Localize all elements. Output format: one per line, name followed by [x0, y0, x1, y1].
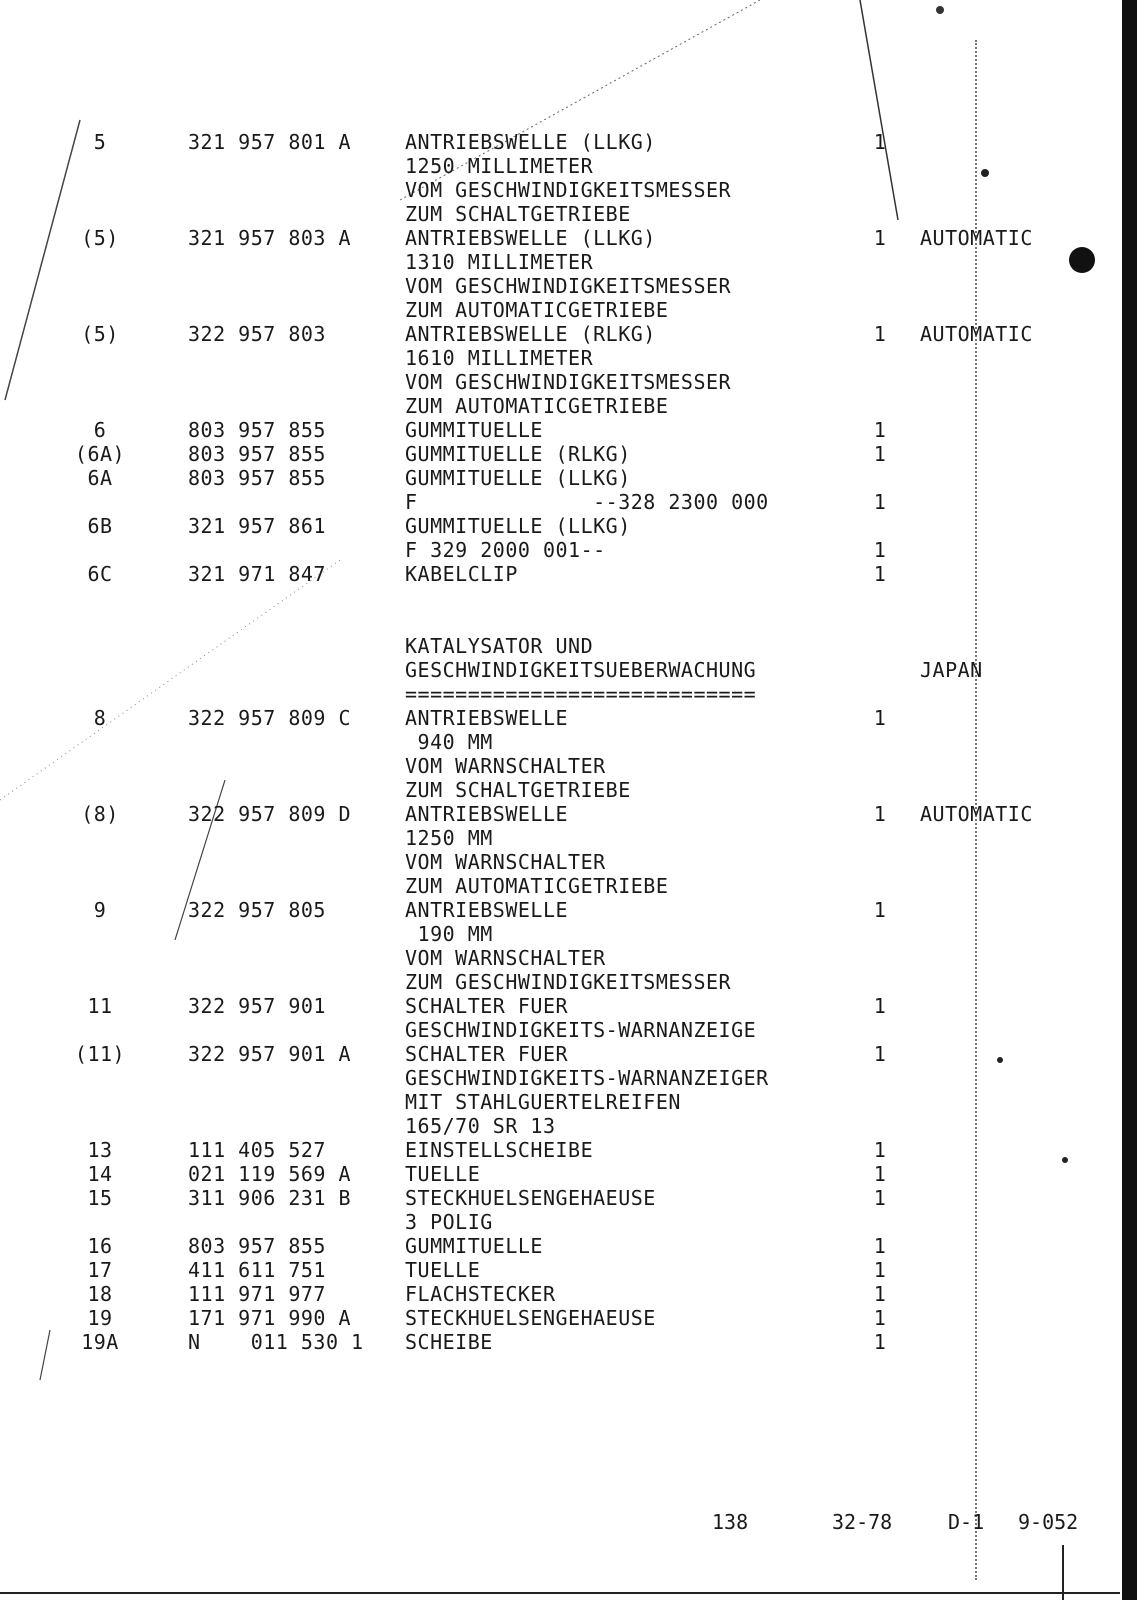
remark: AUTOMATIC [920, 802, 1033, 826]
table-row [0, 1066, 1100, 1090]
description: GUMMITUELLE (LLKG) [405, 514, 631, 538]
part-number: 321 957 861 [188, 514, 326, 538]
quantity: 1 [873, 1306, 887, 1330]
description: GUMMITUELLE (RLKG) [405, 442, 631, 466]
table-row [0, 610, 1100, 634]
part-number: 311 906 231 B [188, 1186, 352, 1210]
description: STECKHUELSENGEHAEUSE [405, 1306, 656, 1330]
part-number: 321 957 801 A [188, 130, 352, 154]
table-row [0, 730, 1100, 754]
description: 1610 MILLIMETER [405, 346, 594, 370]
quantity: 1 [873, 1042, 887, 1066]
footer-group-code: 9-052 [1018, 1510, 1079, 1534]
part-number: 322 957 809 C [188, 706, 352, 730]
quantity: 1 [873, 322, 887, 346]
description: SCHALTER FUER [405, 1042, 569, 1066]
part-number: 322 957 805 [188, 898, 326, 922]
item-position: 6B [87, 514, 113, 538]
quantity: 1 [873, 442, 887, 466]
table-row [0, 1210, 1100, 1234]
table-row [0, 850, 1100, 874]
description: ZUM AUTOMATICGETRIEBE [405, 298, 669, 322]
table-row [0, 634, 1100, 658]
footer-page-number: 138 [712, 1510, 749, 1534]
quantity: 1 [873, 562, 887, 586]
table-row [0, 178, 1100, 202]
table-row [0, 370, 1100, 394]
description: 1250 MM [405, 826, 493, 850]
table-row [0, 1234, 1100, 1258]
part-number: 321 971 847 [188, 562, 326, 586]
description: KATALYSATOR UND [405, 634, 594, 658]
description: ANTRIEBSWELLE [405, 802, 569, 826]
part-number: 322 957 809 D [188, 802, 352, 826]
quantity: 1 [873, 1186, 887, 1210]
description: MIT STAHLGUERTELREIFEN [405, 1090, 681, 1114]
description: ANTRIEBSWELLE (LLKG) [405, 226, 656, 250]
description: ZUM SCHALTGETRIEBE [405, 202, 631, 226]
item-position: (5) [81, 226, 119, 250]
part-number: 021 119 569 A [188, 1162, 352, 1186]
description: FLACHSTECKER [405, 1282, 556, 1306]
description: ZUM AUTOMATICGETRIEBE [405, 394, 669, 418]
table-row [0, 130, 1100, 154]
description: GESCHWINDIGKEITS-WARNANZEIGE [405, 1018, 757, 1042]
item-position: 6 [93, 418, 107, 442]
description: SCHEIBE [405, 1330, 493, 1354]
footer-model-code: 32-78 [832, 1510, 893, 1534]
table-row [0, 298, 1100, 322]
table-row [0, 1018, 1100, 1042]
table-row [0, 682, 1100, 706]
description: VOM GESCHWINDIGKEITSMESSER [405, 274, 732, 298]
table-row [0, 1162, 1100, 1186]
table-row [0, 490, 1100, 514]
description: F 329 2000 001-- [405, 538, 606, 562]
quantity: 1 [873, 1138, 887, 1162]
description: GUMMITUELLE (LLKG) [405, 466, 631, 490]
item-position: 11 [87, 994, 113, 1018]
part-number: 111 405 527 [188, 1138, 326, 1162]
table-row [0, 922, 1100, 946]
part-number: 111 971 977 [188, 1282, 326, 1306]
description: VOM GESCHWINDIGKEITSMESSER [405, 370, 732, 394]
description: ZUM GESCHWINDIGKEITSMESSER [405, 970, 732, 994]
part-number: 171 971 990 A [188, 1306, 352, 1330]
remark: JAPAN [920, 658, 983, 682]
description: ANTRIEBSWELLE (LLKG) [405, 130, 656, 154]
quantity: 1 [873, 130, 887, 154]
description: 165/70 SR 13 [405, 1114, 556, 1138]
table-row [0, 1186, 1100, 1210]
item-position: 19A [81, 1330, 119, 1354]
table-row [0, 706, 1100, 730]
quantity: 1 [873, 1282, 887, 1306]
item-position: 14 [87, 1162, 113, 1186]
table-row [0, 898, 1100, 922]
table-row [0, 778, 1100, 802]
item-position: 13 [87, 1138, 113, 1162]
table-row [0, 1042, 1100, 1066]
table-row [0, 826, 1100, 850]
table-row [0, 418, 1100, 442]
description: ZUM AUTOMATICGETRIEBE [405, 874, 669, 898]
table-row [0, 586, 1100, 610]
remark: AUTOMATIC [920, 226, 1033, 250]
part-number: 803 957 855 [188, 418, 326, 442]
description: ANTRIEBSWELLE (RLKG) [405, 322, 656, 346]
description: GUMMITUELLE [405, 1234, 543, 1258]
table-row [0, 802, 1100, 826]
item-position: 5 [93, 130, 107, 154]
description: ANTRIEBSWELLE [405, 706, 569, 730]
part-number: 321 957 803 A [188, 226, 352, 250]
table-row [0, 874, 1100, 898]
description: VOM WARNSCHALTER [405, 946, 606, 970]
item-position: 6C [87, 562, 113, 586]
description: VOM WARNSCHALTER [405, 754, 606, 778]
quantity: 1 [873, 802, 887, 826]
table-row [0, 274, 1100, 298]
description: VOM WARNSCHALTER [405, 850, 606, 874]
table-row [0, 1282, 1100, 1306]
table-row [0, 994, 1100, 1018]
quantity: 1 [873, 538, 887, 562]
table-row [0, 1258, 1100, 1282]
part-number: 322 957 803 [188, 322, 326, 346]
table-row [0, 202, 1100, 226]
table-row [0, 442, 1100, 466]
table-row [0, 226, 1100, 250]
description: VOM GESCHWINDIGKEITSMESSER [405, 178, 732, 202]
description: F --328 2300 000 [405, 490, 769, 514]
table-row [0, 346, 1100, 370]
quantity: 1 [873, 994, 887, 1018]
description: 3 POLIG [405, 1210, 493, 1234]
quantity: 1 [873, 1330, 887, 1354]
quantity: 1 [873, 226, 887, 250]
table-row [0, 250, 1100, 274]
description: STECKHUELSENGEHAEUSE [405, 1186, 656, 1210]
table-row [0, 754, 1100, 778]
table-row [0, 562, 1100, 586]
description: KABELCLIP [405, 562, 518, 586]
table-row [0, 322, 1100, 346]
table-row [0, 1090, 1100, 1114]
part-number: 322 957 901 [188, 994, 326, 1018]
description: TUELLE [405, 1162, 481, 1186]
description: EINSTELLSCHEIBE [405, 1138, 594, 1162]
remark: AUTOMATIC [920, 322, 1033, 346]
quantity: 1 [873, 418, 887, 442]
item-position: 19 [87, 1306, 113, 1330]
table-row [0, 514, 1100, 538]
part-number: 803 957 855 [188, 442, 326, 466]
description: 1250 MILLIMETER [405, 154, 594, 178]
description: GESCHWINDIGKEITS-WARNANZEIGER [405, 1066, 769, 1090]
item-position: 6A [87, 466, 113, 490]
item-position: 8 [93, 706, 107, 730]
description: TUELLE [405, 1258, 481, 1282]
item-position: 17 [87, 1258, 113, 1282]
part-number: N 011 530 1 [188, 1330, 364, 1354]
table-row [0, 154, 1100, 178]
table-row [0, 1138, 1100, 1162]
table-row [0, 394, 1100, 418]
table-row [0, 538, 1100, 562]
quantity: 1 [873, 706, 887, 730]
item-position: 18 [87, 1282, 113, 1306]
table-row [0, 466, 1100, 490]
quantity: 1 [873, 1162, 887, 1186]
table-row [0, 946, 1100, 970]
part-number: 803 957 855 [188, 466, 326, 490]
item-position: (8) [81, 802, 119, 826]
part-number: 803 957 855 [188, 1234, 326, 1258]
description: 940 MM [405, 730, 493, 754]
item-position: 9 [93, 898, 107, 922]
quantity: 1 [873, 1234, 887, 1258]
footer-section-code: D-1 [948, 1510, 985, 1534]
part-number: 411 611 751 [188, 1258, 326, 1282]
quantity: 1 [873, 1258, 887, 1282]
item-position: 16 [87, 1234, 113, 1258]
item-position: (6A) [74, 442, 126, 466]
table-row [0, 970, 1100, 994]
quantity: 1 [873, 898, 887, 922]
description: GESCHWINDIGKEITSUEBERWACHUNG [405, 658, 757, 682]
description: ZUM SCHALTGETRIEBE [405, 778, 631, 802]
table-row [0, 1330, 1100, 1354]
table-row [0, 1306, 1100, 1330]
description: 190 MM [405, 922, 493, 946]
item-position: (5) [81, 322, 119, 346]
table-row [0, 1114, 1100, 1138]
table-row [0, 658, 1100, 682]
item-position: (11) [74, 1042, 126, 1066]
quantity: 1 [873, 490, 887, 514]
description: 1310 MILLIMETER [405, 250, 594, 274]
part-number: 322 957 901 A [188, 1042, 352, 1066]
description: GUMMITUELLE [405, 418, 543, 442]
description: ANTRIEBSWELLE [405, 898, 569, 922]
description: ============================ [405, 682, 757, 706]
item-position: 15 [87, 1186, 113, 1210]
description: SCHALTER FUER [405, 994, 569, 1018]
